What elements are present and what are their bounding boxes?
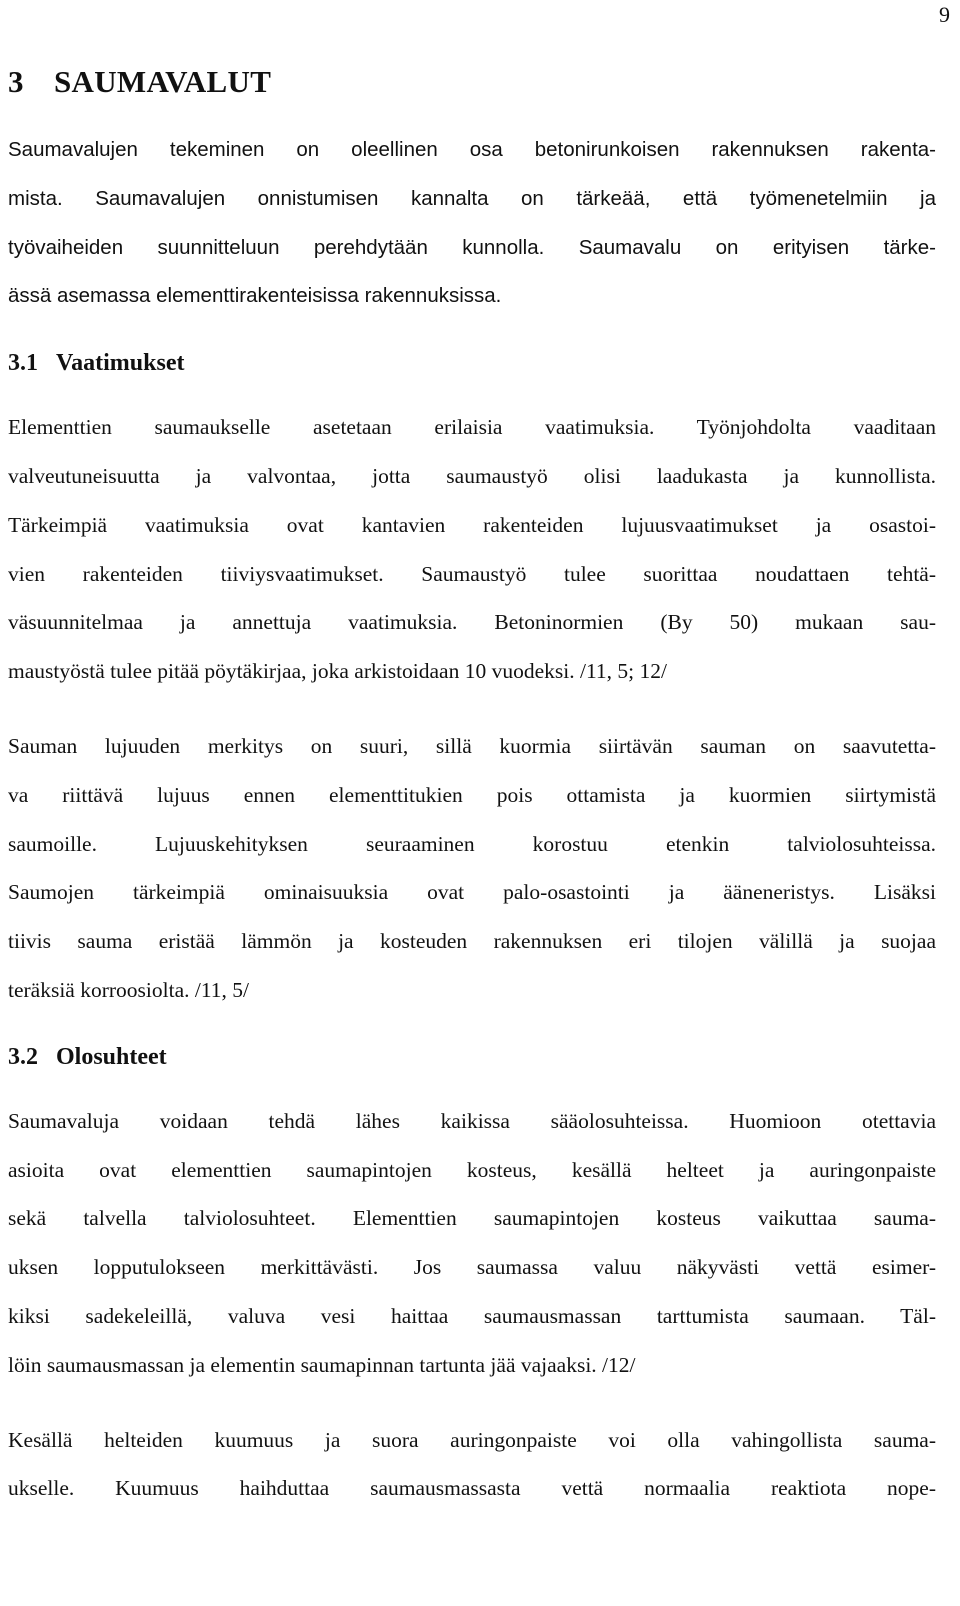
- text-line: Sauman lujuuden merkitys on suuri, sillä kuormia siirtävän sauman on saavutetta-: [8, 733, 936, 758]
- section-3-1-paragraph-1: [8, 403, 936, 696]
- text-line: va riittävä lujuus ennen elementtitukien pois ottamista ja kuormien siirtymistä: [8, 782, 936, 807]
- section-title: Olosuhteet: [56, 1043, 167, 1070]
- text-line: saumoille. Lujuuskehityksen seuraaminen korostuu etenkin talviolosuhteissa.: [8, 831, 936, 856]
- text-line: Saumojen tärkeimpiä ominaisuuksia ovat palo-osastointi ja ääneneristys. Lisäksi: [8, 880, 936, 905]
- chapter-heading: [8, 62, 936, 102]
- section-3-2-paragraph-2: [8, 1416, 936, 1514]
- section-number: 3.2: [8, 1043, 38, 1070]
- text-line: uksen lopputulokseen merkittävästi. Jos saumassa valuu näkyvästi vettä esimer-: [8, 1255, 936, 1280]
- chapter-intro-paragraph: [8, 126, 936, 321]
- section-title: Vaatimukset: [56, 350, 185, 377]
- text-line: kiksi sadekeleillä, valuva vesi haittaa saumausmassan tarttumista saumaan. Täl-: [8, 1303, 936, 1328]
- text-line: mista. Saumavalujen onnistumisen kannalta on tärkeää, että työmenetelmiin ja: [8, 186, 936, 210]
- section-3-2-paragraph-1: [8, 1097, 936, 1390]
- text-line: ukselle. Kuumuus haihduttaa saumausmassasta vettä normaalia reaktiota nope-: [8, 1476, 936, 1501]
- page-number: 9: [939, 2, 950, 27]
- chapter-number: 3: [8, 64, 24, 99]
- document-body: [8, 62, 936, 1539]
- section-number: 3.1: [8, 350, 38, 377]
- text-line: työvaiheiden suunnitteluun perehdytään kunnolla. Saumavalu on erityisen tärke-: [8, 235, 936, 259]
- chapter-title: SAUMAVALUT: [54, 64, 272, 99]
- text-line: Elementtien saumaukselle asetetaan erilaisia vaatimuksia. Työnjohdolta vaaditaan: [8, 415, 936, 440]
- text-line: asioita ovat elementtien saumapintojen kosteus, kesällä helteet ja auringonpaiste: [8, 1157, 936, 1182]
- text-line: löin saumausmassan ja elementin saumapinnan tartunta jää vajaaksi. /12/: [8, 1352, 636, 1377]
- text-line: Kesällä helteiden kuumuus ja suora auringonpaiste voi olla vahingollista sauma-: [8, 1427, 936, 1452]
- text-line: ässä asemassa elementtirakenteisissa rakennuksissa.: [8, 284, 502, 308]
- text-line: maustyöstä tulee pitää pöytäkirjaa, joka arkistoidaan 10 vuodeksi. /11, 5; 12/: [8, 659, 667, 684]
- text-line: Saumavaluja voidaan tehdä lähes kaikissa sääolosuhteissa. Huomioon otettavia: [8, 1108, 936, 1133]
- text-line: valveutuneisuutta ja valvontaa, jotta saumaustyö olisi laadukasta ja kunnollista.: [8, 463, 936, 488]
- text-line: Saumavalujen tekeminen on oleellinen osa betonirunkoisen rakennuksen rakenta-: [8, 138, 936, 161]
- text-line: väsuunnitelmaa ja annettuja vaatimuksia. Betoninormien (By 50) mukaan sau-: [8, 610, 936, 635]
- section-heading-3-1: [8, 347, 936, 379]
- text-line: Tärkeimpiä vaatimuksia ovat kantavien rakenteiden lujuusvaatimukset ja osastoi-: [8, 512, 936, 537]
- section-heading-3-2: [8, 1041, 936, 1073]
- text-line: vien rakenteiden tiiviysvaatimukset. Saumaustyö tulee suorittaa noudattaen tehtä-: [8, 561, 936, 586]
- text-line: teräksiä korroosiolta. /11, 5/: [8, 977, 250, 1002]
- text-line: sekä talvella talviolosuhteet. Elementtien saumapintojen kosteus vaikuttaa sauma-: [8, 1206, 936, 1231]
- text-line: tiivis sauma eristää lämmön ja kosteuden rakennuksen eri tilojen välillä ja suojaa: [8, 929, 936, 954]
- section-3-1-paragraph-2: [8, 722, 936, 1015]
